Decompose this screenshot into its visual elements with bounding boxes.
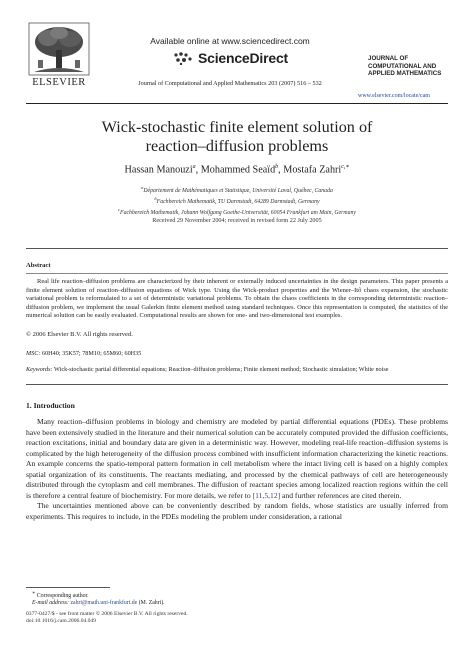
section-divider xyxy=(26,384,448,385)
footnote xyxy=(32,590,165,608)
reference-link[interactable]: [11,5,12] xyxy=(252,490,281,500)
author-affil-marker: c,∗ xyxy=(341,164,350,170)
doi-line[interactable]: doi:10.1016/j.cam.2006.04.049 xyxy=(26,618,97,625)
center-header xyxy=(100,36,360,87)
affiliation-text: Fachbereich Mathematik, Johann Wolfgang Goethe-Universität, 60054 Frankfurt am Main, Germany xyxy=(120,210,356,217)
section-divider xyxy=(26,248,448,249)
available-online-text[interactable]: Available online at www.sciencedirect.com xyxy=(150,36,310,46)
elsevier-logo[interactable] xyxy=(28,22,90,88)
article-title-line-1: Wick-stochastic finite element solution of xyxy=(101,118,373,136)
affiliation-item xyxy=(26,195,448,206)
author-affil-marker: b xyxy=(275,164,279,170)
msc-label: MSC: xyxy=(26,350,41,357)
msc-value: 60H40; 35K57; 78M10; 65M60; 60H35 xyxy=(41,350,142,357)
keywords-label: Keywords: xyxy=(26,366,53,373)
affiliation-list xyxy=(26,184,448,218)
intro-paragraph-1: Many reaction–diffusion problems in biology and chemistry are modeled by partial differential equations (PDEs). These problems have been extensively studied in the literature and their numerical solution can be accurately computed provided the diffusion coefficients, reaction excitations, initial and boundary data are given in a deterministic way. However, modeling real-life reaction–diffusion systems is complicated by the high heterogeneity of the diffusion process combined with insufficient information characterizing the kinetic reactions. An example concerns the spatio-temporal pattern formation in cell metabolism where the intact living cell is based on a highly complex spatial organization of its constituents. The reactants mediating, and processed by the chemical pathways of cell are heterogeneously distributed through the cytoplasm and cell membranes. The diffusion of reactant species among localized reaction regions within the cell is therefore a central feature of biochemistry. For more details, we refer to [11,5,12] and further references are cited therein. xyxy=(26,417,448,500)
footnote-marker: ∗ xyxy=(32,591,36,596)
keywords xyxy=(26,366,448,373)
journal-citation: Journal of Computational and Applied Mathematics 203 (2007) 516 – 532 xyxy=(138,80,322,87)
email-label: E-mail address: xyxy=(32,600,69,607)
article-title xyxy=(26,118,448,156)
affiliation-item xyxy=(26,184,448,195)
keywords-value: Wick-stochastic partial differential equations; Reaction–diffusion problems; Finite element method; Stochastic simulation; White noise xyxy=(54,366,389,373)
issn-line: 0377-0427/$ - see front matter © 2006 Elsevier B.V. All rights reserved. xyxy=(26,611,188,617)
abstract-divider xyxy=(26,273,448,274)
email-owner: (M. Zahri). xyxy=(137,600,165,607)
section-heading-introduction: 1. Introduction xyxy=(26,401,75,410)
sciencedirect-wordmark: ScienceDirect xyxy=(197,50,288,66)
intro-paragraph-2: The uncertainties mentioned above can be conveniently described by random fields, whose statistics are usually inferred from experiments. This requires to include, in the PDEs modeling the problem under consideration, a rational xyxy=(26,501,448,521)
journal-url-link[interactable]: www.elsevier.com/locate/cam xyxy=(358,93,430,99)
received-dates: Received 29 November 2004; received in revised form 22 July 2005 xyxy=(152,217,322,224)
affiliation-marker: c xyxy=(118,207,121,213)
email-link[interactable]: zahri@math.uni-frankfurt.de xyxy=(70,600,138,607)
journal-name-line-1: JOURNAL OF xyxy=(368,55,409,62)
elsevier-tree-icon xyxy=(28,22,90,76)
journal-name-line-3: APPLIED MATHEMATICS xyxy=(368,70,442,77)
affiliation-marker: a xyxy=(141,185,144,190)
abstract-heading: Abstract xyxy=(26,262,51,269)
introduction-body xyxy=(26,417,448,522)
journal-name xyxy=(368,55,448,78)
issn-doi-block xyxy=(26,611,188,626)
affiliation-text: Fachbereich Mathematik, TU Darmstadt, 64289 Darmstadt, Germany xyxy=(156,199,320,206)
corresponding-author-note: Corresponding author. xyxy=(36,592,89,599)
affiliation-text: Département de Mathématiques et Statistique, Université Laval, Québec, Canada xyxy=(143,187,333,194)
author-name[interactable]: Mohammed Seaïd xyxy=(200,164,276,176)
author-name[interactable]: Hassan Manouzi xyxy=(124,164,193,176)
affiliation-marker: b xyxy=(154,196,157,202)
abstract-text: Real life reaction–diffusion problems are characterized by their inherent or externally induced uncertainties in the design parameters. This paper presents a finite element solution of reaction–diffusion equations of Wick type. Using the Wick-product properties and the Wiener–Itô chaos expansion, the stochastic variational problem is reformulated to a set of deterministic variational problems. To obtain the chaos coefficients in the corresponding deterministic reaction–diffusion problem, we implement the usual Galerkin finite element method using standard techniques. Once this representation is computed, the statistics of the numerical solution can be easily evaluated. Computational results are shown for one- and two-dimensional test examples. xyxy=(26,278,448,320)
msc-codes xyxy=(26,350,141,357)
publisher-name: ELSEVIER xyxy=(32,77,86,88)
sciencedirect-dots-icon xyxy=(172,51,194,65)
abstract-copyright: © 2006 Elsevier B.V. All rights reserved. xyxy=(26,331,133,338)
sciencedirect-brand[interactable] xyxy=(100,50,360,66)
footnote-divider xyxy=(26,587,110,588)
header-divider xyxy=(26,103,448,104)
author-affil-marker: a xyxy=(192,164,196,170)
journal-name-line-2: COMPUTATIONAL AND xyxy=(368,62,437,70)
article-title-line-2: reaction–diffusion problems xyxy=(145,137,329,155)
author-list: Hassan Manouzi$^a$, Mohammed Seaïd$^b$, Mostafa Zahri$^{c,∗}$ xyxy=(124,164,350,176)
affiliation-item xyxy=(26,206,448,217)
author-name[interactable]: Mostafa Zahri xyxy=(283,164,342,176)
